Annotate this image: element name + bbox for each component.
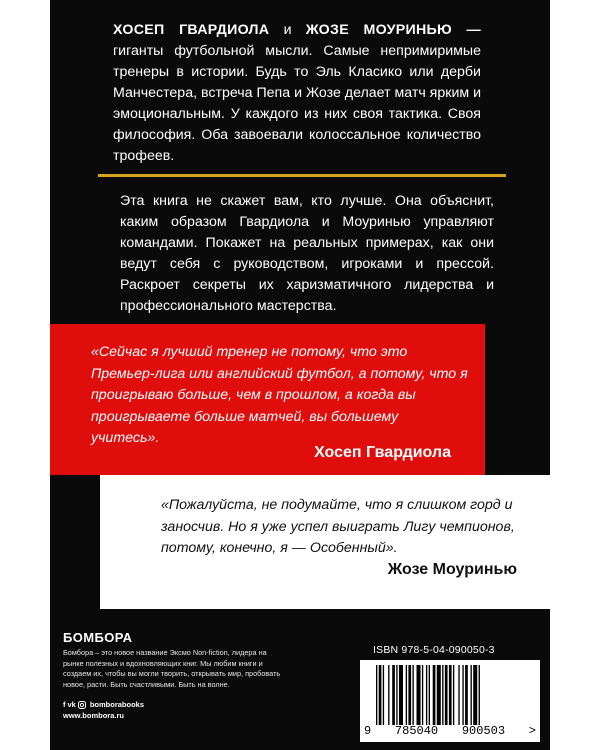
instagram-icon <box>78 701 86 709</box>
barcode <box>360 660 540 742</box>
guardiola-name: ХОСЕП ГВАРДИОЛА <box>113 22 270 38</box>
isbn-label: ISBN 978-5-04-090050-3 <box>373 644 495 656</box>
guardiola-quote-text: «Сейчас я лучший тренер не потому, что это Премьер-лига или английский футбол, а потому, что я проигрываю больше, чем в прошлом, а когда вы проигрываете больше матчей, вы большему учитесь». <box>91 344 468 446</box>
barcode-digit-end: > <box>528 724 536 738</box>
social-handle: bomborabooks <box>89 700 145 709</box>
guardiola-quote-author: Хосеп Гвардиола <box>314 444 451 461</box>
barcode-digits <box>362 724 538 738</box>
publisher-name: БОМБОРА <box>63 630 133 645</box>
barcode-bar <box>406 665 407 725</box>
barcode-bar <box>412 665 413 725</box>
intro-conjunction: и <box>269 22 306 38</box>
barcode-bar <box>376 665 377 725</box>
barcode-bar <box>462 665 463 725</box>
barcode-bar <box>465 665 468 725</box>
barcode-digit-group-left: 785040 <box>394 724 439 738</box>
barcode-bar <box>471 665 472 725</box>
barcode-bars <box>372 665 528 727</box>
barcode-bar <box>417 665 421 725</box>
barcode-bar <box>442 665 443 725</box>
mourinho-quote-author: Жозе Моуринью <box>387 561 517 578</box>
barcode-bar <box>473 665 477 725</box>
barcode-bar <box>433 665 436 725</box>
barcode-bar <box>383 665 384 725</box>
intro-text: гиганты футбольной мысли. Самые непримиримые тренеры в истории. Будь то Эль Класико или дерби Манчестера, встреча Пепа и Жозе делает матч ярким и эмоциональным. У каждого из них своя тактика. Своя философия. Оба завоевали колоссальное количество трофеев. <box>113 43 482 164</box>
book-description: Эта книга не скажет вам, кто лучше. Она объяснит, каким образом Гвардиола и Моуринью управляют командами. Покажет на реальных примерах, как они ведут себя с руководством, игроками и прессой. Раскроет секреты их харизматичного лидерства и профессионального мастерства. <box>120 193 494 314</box>
publisher-description: Бомбора – это новое название Эксмо Non-fiction, лидера на рынке полезных и вдохновляющих книг. Мы любим книги и создаем их, чтобы вы могли творить, открывать мир, пробовать новое, расти. Быть счастливыми. Быть на волне. <box>63 648 281 689</box>
barcode-bar <box>422 665 423 725</box>
mourinho-quote-block <box>100 475 550 609</box>
barcode-bar <box>396 665 397 725</box>
guardiola-quote-block <box>50 324 485 475</box>
social-links <box>63 700 144 709</box>
intro-dash: — <box>451 22 481 38</box>
barcode-bar <box>388 665 389 725</box>
barcode-digit-lead: 9 <box>364 724 372 738</box>
barcode-bar <box>437 665 441 725</box>
barcode-bar <box>458 665 459 725</box>
barcode-digit-group-right: 900503 <box>461 724 506 738</box>
mourinho-quote-text: «Пожалуйста, не подумайте, что я слишком горд и заносчив. Но я уже успел выиграть Лигу чемпионов, потому, конечно, я — Особенный». <box>161 497 515 556</box>
facebook-icon: f <box>63 700 66 709</box>
intro-paragraph <box>113 20 481 167</box>
publisher-website: www.bombora.ru <box>63 711 124 720</box>
barcode-bar <box>445 665 448 725</box>
barcode-bar <box>429 665 430 725</box>
barcode-bar <box>408 665 411 725</box>
mourinho-name: ЖОЗЕ МОУРИНЬЮ <box>305 22 452 38</box>
barcode-bar <box>479 665 480 725</box>
barcode-bar <box>453 665 454 725</box>
gold-divider <box>98 174 506 177</box>
barcode-bar <box>426 665 427 725</box>
barcode-bar <box>379 665 382 725</box>
vk-icon: vk <box>67 700 76 709</box>
book-back-cover <box>50 0 550 750</box>
barcode-bar <box>392 665 395 725</box>
barcode-bar <box>399 665 403 725</box>
barcode-bar <box>449 665 452 725</box>
